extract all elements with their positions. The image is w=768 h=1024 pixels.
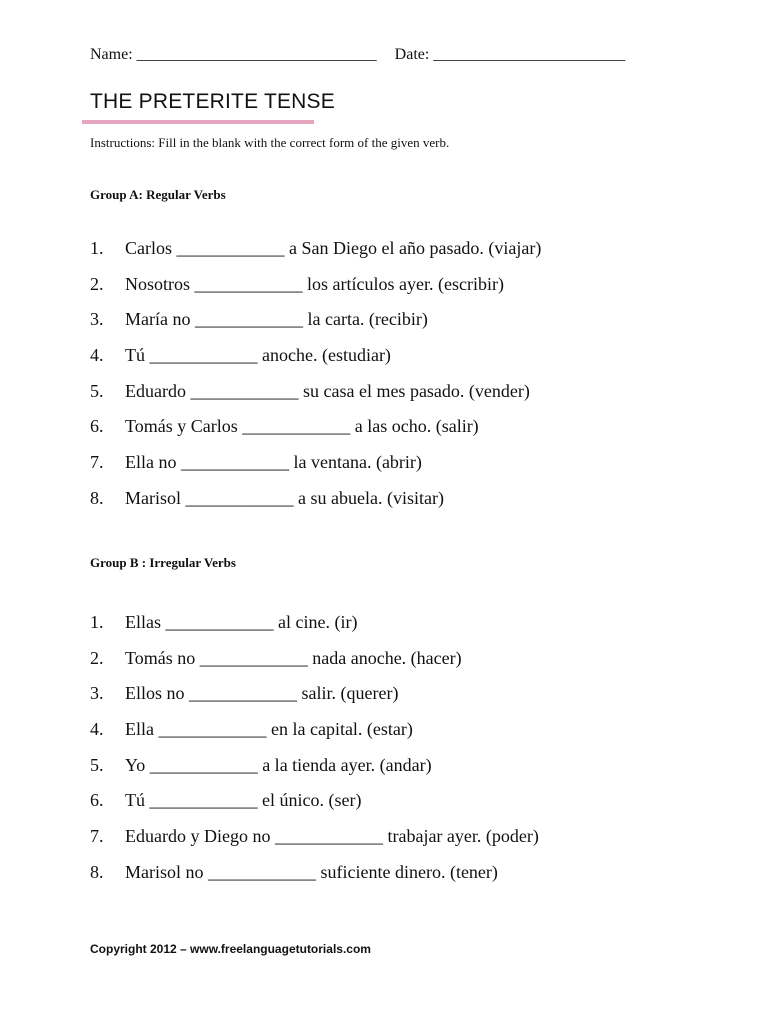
item-text: Ellas ____________ al cine. (ir): [125, 612, 358, 632]
list-item: [90, 488, 541, 524]
item-number: 5.: [90, 380, 104, 401]
group-b-title: Group B : Irregular Verbs: [90, 555, 236, 570]
list-item: [90, 755, 539, 791]
item-text: Ella no ____________ la ventana. (abrir): [125, 452, 422, 473]
item-number: 4.: [90, 345, 104, 366]
item-number: 3.: [90, 309, 104, 330]
item-number: 6.: [90, 790, 104, 811]
list-item: [90, 719, 539, 755]
instructions: Instructions: Fill in the blank with the correct form of the given verb.: [90, 135, 450, 150]
list-item: [90, 416, 541, 452]
item-text: Carlos ____________ a San Diego el año pasado. (viajar): [125, 238, 542, 258]
list-item: [90, 683, 539, 719]
list-item: [90, 790, 539, 826]
item-number: 5.: [90, 754, 104, 775]
item-text: Ella ____________ en la capital. (estar): [125, 719, 413, 740]
list-item: [90, 862, 539, 898]
item-text: Ellos no ____________ salir. (querer): [125, 683, 399, 704]
item-text: Yo ____________ a la tienda ayer. (andar): [125, 754, 432, 775]
name-date-line: [90, 46, 625, 64]
page-title: THE PRETERITE TENSE: [90, 90, 335, 113]
list-item: [90, 309, 541, 345]
list-item: [90, 238, 541, 274]
date-field-label: Date: ________________________: [394, 46, 626, 63]
title-underline: [82, 120, 314, 124]
item-number: 4.: [90, 719, 104, 740]
item-number: 2.: [90, 273, 104, 294]
item-text: María no ____________ la carta. (recibir): [125, 309, 428, 330]
list-item: [90, 648, 539, 684]
list-item: [90, 612, 539, 648]
group-b-list: [90, 612, 539, 898]
item-number: 1.: [90, 612, 104, 632]
item-number: 1.: [90, 238, 104, 258]
item-number: 7.: [90, 452, 104, 473]
item-number: 8.: [90, 861, 104, 882]
group-a-title: Group A: Regular Verbs: [90, 187, 226, 202]
item-text: Tú ____________ el único. (ser): [125, 790, 362, 811]
item-number: 3.: [90, 683, 104, 704]
item-text: Tomás no ____________ nada anoche. (hacer): [125, 647, 462, 668]
copyright-footer: Copyright 2012 – www.freelanguagetutorials.com: [90, 942, 371, 956]
list-item: [90, 452, 541, 488]
item-text: Tomás y Carlos ____________ a las ocho. (salir): [125, 416, 479, 437]
item-number: 8.: [90, 487, 104, 508]
item-number: 2.: [90, 647, 104, 668]
item-text: Tú ____________ anoche. (estudiar): [125, 345, 391, 366]
item-text: Eduardo ____________ su casa el mes pasado. (vender): [125, 380, 530, 401]
list-item: [90, 826, 539, 862]
group-a-list: [90, 238, 541, 524]
name-field-label: Name: ______________________________: [90, 46, 377, 63]
item-number: 6.: [90, 416, 104, 437]
list-item: [90, 345, 541, 381]
item-text: Marisol ____________ a su abuela. (visitar): [125, 487, 444, 508]
item-number: 7.: [90, 826, 104, 847]
item-text: Eduardo y Diego no ____________ trabajar ayer. (poder): [125, 826, 539, 847]
item-text: Nosotros ____________ los artículos ayer. (escribir): [125, 273, 504, 294]
list-item: [90, 274, 541, 310]
item-text: Marisol no ____________ suficiente dinero. (tener): [125, 861, 498, 882]
list-item: [90, 381, 541, 417]
